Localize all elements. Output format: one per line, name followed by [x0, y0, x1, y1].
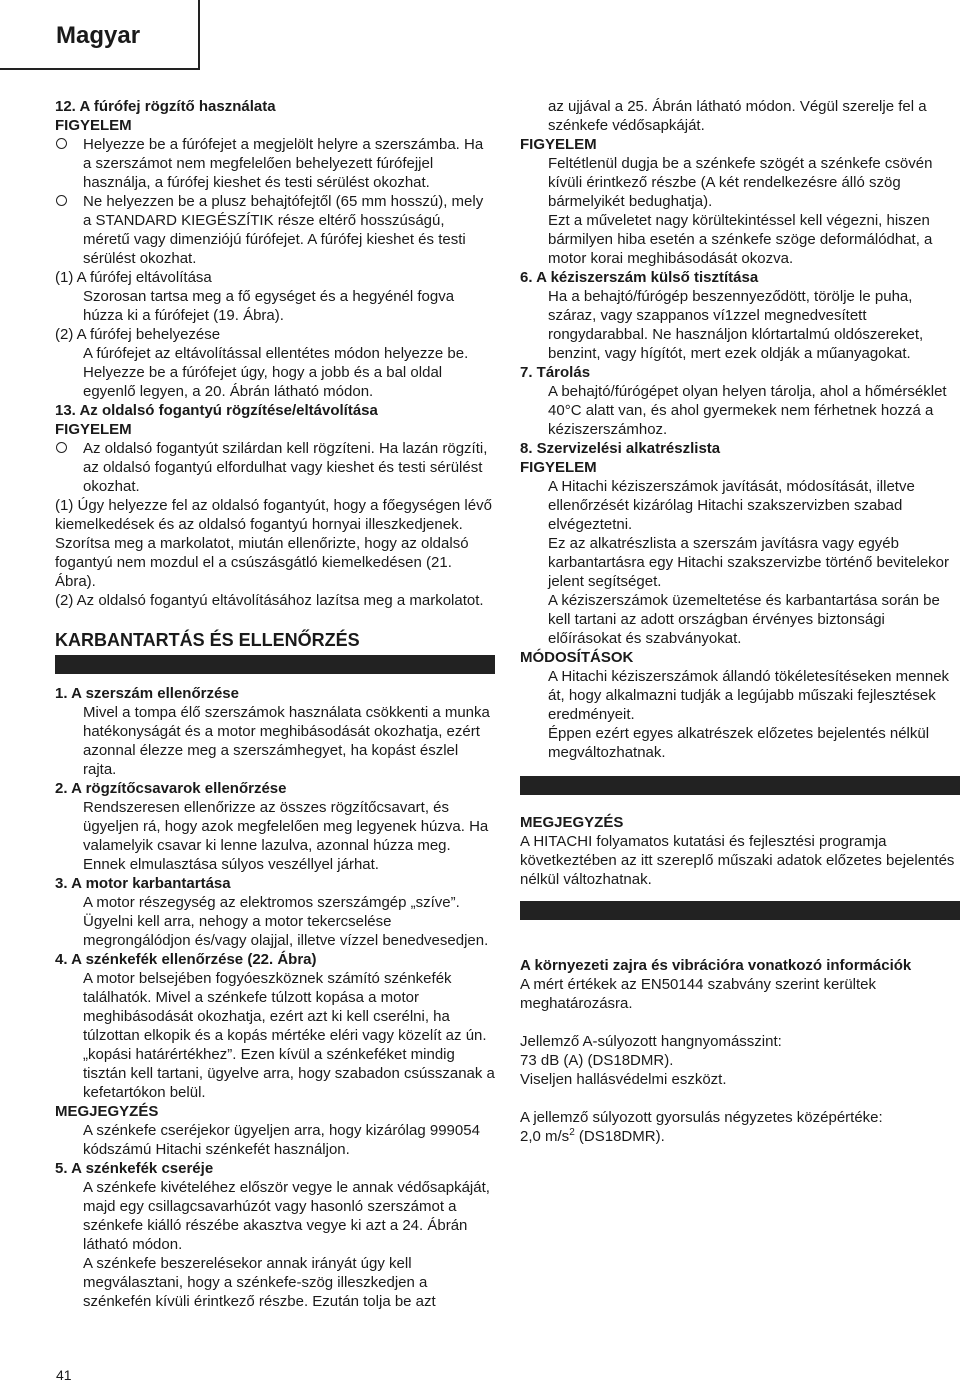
bullet-circle-icon [56, 442, 67, 453]
maintenance-5-text-2: A szénkefe beszerelésekor annak irányát úgy kell megválasztani, hogy a szénkefe-szög illeszkedjen a szénkefén kívüli érintkező részbe. Ezután tolja be azt [83, 1255, 436, 1310]
maintenance-5-warning-2: Ezt a műveletet nagy körültekintéssel kell végezni, hiszen bármilyen hiba esetén a szénkefe szöge deformálódhat, a motor korai meghibásodását okozva. [548, 212, 933, 267]
modifications-para-1: A Hitachi kéziszerszámok állandó tökéletesítéseken mennek át, hogy alkalmazni tudják a legújabb műszaki fejlesztések eredményeit. [548, 668, 950, 723]
maintenance-4-note-title: MEGJEGYZÉS [55, 1103, 159, 1120]
page-number: 41 [56, 1367, 72, 1383]
maintenance-8-warning: FIGYELEM [520, 459, 597, 476]
modifications-title: MÓDOSÍTÁSOK [520, 649, 634, 666]
vibration-label: A jellemző súlyozott gyorsulás négyzetes középértéke: [520, 1109, 883, 1126]
maintenance-heading: KARBANTARTÁS ÉS ELLENŐRZÉS [55, 630, 360, 650]
section-12-warning: FIGYELEM [55, 117, 132, 134]
section-12-1-text: Szorosan tartsa meg a fő egységet és a hegyénél fogva húzza ki a fúrófejet (19. Ábra). [83, 288, 455, 324]
maintenance-5-warning: FIGYELEM [520, 136, 597, 153]
maintenance-2-text: Rendszeresen ellenőrizze az összes rögzítőcsavart, és ügyeljen rá, hogy azok megfelelően meg legyenek húzva. Ha valamelyik csavar ki lenne lazulva, azonnal húzza meg. Ennek elmulasztása súlyos veszéllyel járhat. [83, 799, 489, 873]
section-13-warning: FIGYELEM [55, 421, 132, 438]
section-13-bullet-1: Az oldalsó fogantyút szilárdan kell rögzíteni. Ha lazán rögzíti, az oldalsó fogantyú elfordulhat vagy kieshet és testi sérülést okozhat. [55, 439, 495, 496]
maintenance-4-title: 4. A szénkefék ellenőrzése (22. Ábra) [55, 951, 317, 968]
noise-value: 73 dB (A) (DS18DMR). [520, 1052, 674, 1069]
section-12-2-text: A fúrófejet az eltávolítással ellentétes módon helyezze be. Helyezze be a fúrófejet úgy, hogy a jobb és a bal oldal egyenlő legyen, a 20. Ábrán látható módon. [83, 345, 469, 400]
section-13-step-2: (2) Az oldalsó fogantyú eltávolításához lazítsa meg a markolatot. [55, 592, 484, 609]
hearing-protection: Viseljen hallásvédelmi eszközt. [520, 1071, 727, 1088]
environment-text: A mért értékek az EN50144 szabvány szerint kerültek meghatározásra. [520, 976, 877, 1012]
maintenance-8-para-1: A Hitachi kéziszerszámok javítását, módosítását, illetve ellenőrzését kizárólag Hitachi szakszervizben szabad elvégeztetni. [548, 478, 915, 533]
language-label: Magyar [56, 22, 141, 49]
maintenance-5-warning-1: Feltétlenül dugja be a szénkefe szögét a szénkefe csövén kívüli érintkező részbe (A két rendelkezésre álló szög bármelyikét bedughatja). [548, 155, 933, 210]
bullet-circle-icon [56, 138, 67, 149]
section-12-2-title: (2) A fúrófej behelyezése [55, 326, 221, 343]
note-bottom-rule [520, 901, 960, 920]
maintenance-7-title: 7. Tárolás [520, 364, 591, 381]
language-tab [0, 0, 200, 70]
bullet-circle-icon [56, 195, 67, 206]
note-text: A HITACHI folyamatos kutatási és fejlesztési programja következtében az itt szereplő műszaki adatok előzetes bejelentés nélkül változhatnak. [520, 833, 955, 888]
vibration-value: 2,0 $m/s^2$ (DS18DMR). [520, 1127, 665, 1145]
maintenance-heading-rule [55, 655, 495, 674]
modifications-para-2: Éppen ezért egyes alkatrészek előzetes bejelentés nélkül megváltozhatnak. [548, 725, 930, 761]
right-column [520, 97, 960, 1146]
maintenance-6-title: 6. A kéziszerszám külső tisztítása [520, 269, 759, 286]
maintenance-4-note-text: A szénkefe cseréjekor ügyeljen arra, hogy kizárólag 999054 kódszámú Hitachi szénkefét használjon. [83, 1122, 480, 1158]
maintenance-1-title: 1. A szerszám ellenőrzése [55, 685, 239, 702]
maintenance-3-text: A motor részegység az elektromos szerszámgép „szíve”. Ügyelni kell arra, nehogy a motor tekercselése megrongálódjon és/vagy olajjal, illetve vízzel benedvesedjen. [83, 894, 489, 949]
maintenance-5-title: 5. A szénkefék cseréje [55, 1160, 214, 1177]
maintenance-7-text: A behajtó/fúrógépet olyan helyen tárolja, ahol a hőmérséklet 40°C alatt van, és ahol gyermekek nem férhetnek hozzá a kéziszerszámhoz. [548, 383, 947, 438]
section-13-step-1: (1) Úgy helyezze fel az oldalsó fogantyút, hogy a főegységen lévő kiemelkedések és az oldalsó fogantyú hornyai illeszkedjenek. Szorítsa meg a markolatot, miután ellenőrizte, hogy az oldalsó fogantyú nem mozdul el a csúszásgátló kiemelkedésen (21. Ábra). [55, 497, 492, 590]
noise-label: Jellemző A-súlyozott hangnyomásszint: [520, 1033, 782, 1050]
environment-title: A környezeti zajra és vibrációra vonatkozó információk [520, 957, 912, 974]
maintenance-6-text: Ha a behajtó/fúrógép beszennyeződött, törölje le puha, száraz, vagy szappanos ví1zzel megnedvesített rongydarabbal. Ne használjon klórtartalmú oldószereket, benzint, vagy hígítót, mert ezek oldják a műanyagokat. [548, 288, 924, 362]
section-12-title: 12. A fúrófej rögzítő használata [55, 98, 276, 115]
maintenance-1-text: Mivel a tompa élő szerszámok használata csökkenti a munka hatékonyságát és a motor meghibásodását okozhatja, ezért azonnal élezze meg a szerszámhegyet, ha kopást észlel rajta. [83, 704, 490, 778]
note-top-rule [520, 776, 960, 795]
note-title: MEGJEGYZÉS [520, 814, 624, 831]
maintenance-2-title: 2. A rögzítőcsavarok ellenőrzése [55, 780, 287, 797]
section-12-bullet-1: Helyezze be a fúrófejet a megjelölt helyre a szerszámba. Ha a szerszámot nem megfelelően behelyezett fúrófejjel használja, a fúrófej kieshet és testi sérülést okozhat. [55, 135, 495, 192]
section-13-title: 13. Az oldalsó fogantyú rögzítése/eltávolítása [55, 402, 378, 419]
maintenance-4-text: A motor belsejében fogyóeszköznek számító szénkefék találhatók. Mivel a szénkefe túlzott kopása a motor meghibásodását okozhatja, ezért azt ki kell cserélni, ha túlzottan elkopik és a kopás mértéke eléri vagy közelít az ún. „kopási határértékhez”. Ezen kívül a szénkeféket mindig tisztán kell tartani, ügyelve arra, hogy szabadon csússzanak a kefetartókon belül. [83, 970, 495, 1101]
left-column [55, 97, 495, 1311]
maintenance-5-text-1: A szénkefe kivételéhez először vegye le annak védősapkáját, majd egy csillagcsavarhúzót vagy hasonló szerszámot a szénkefe kiálló részébe akasztva vegye ki azt a 24. Ábrán látható módon. [83, 1179, 490, 1253]
maintenance-8-title: 8. Szervizelési alkatrészlista [520, 440, 721, 457]
maintenance-8-para-2: Ez az alkatrészlista a szerszám javításra vagy egyéb karbantartásra egy Hitachi szakszervizbe történő bevitelekor jelent segítséget. [548, 535, 950, 590]
maintenance-8-para-3: A kéziszerszámok üzemeltetése és karbantartása során be kell tartani az adott országban érvényes biztonsági előírásokat és szabványokat. [548, 592, 940, 647]
section-12-bullet-2: Ne helyezzen be a plusz behajtófejtől (65 mm hosszú), mely a STANDARD KIEGÉSZÍTIK része eltérő hosszúságú, méretű vagy dimenziójú fúrófejet. A fúrófej kieshet és testi sérülést okozhat. [55, 192, 495, 268]
maintenance-5-continued: az ujjával a 25. Ábrán látható módon. Végül szerelje fel a szénkefe védősapkáját. [548, 98, 927, 134]
maintenance-3-title: 3. A motor karbantartása [55, 875, 231, 892]
section-12-1-title: (1) A fúrófej eltávolítása [55, 269, 212, 286]
